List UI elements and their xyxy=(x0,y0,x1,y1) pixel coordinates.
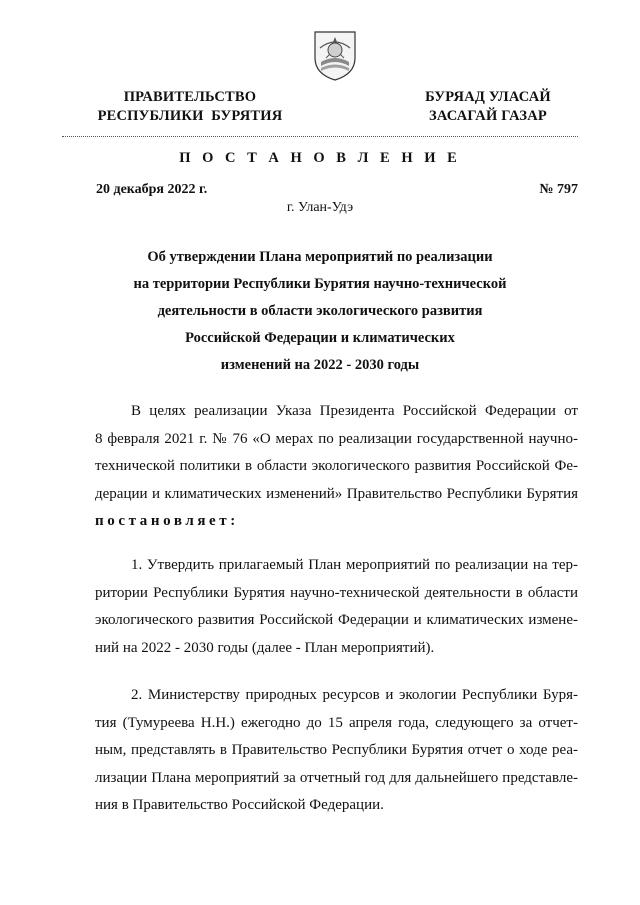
title-line: Об утверждении Плана мероприятий по реализации xyxy=(147,249,493,265)
paragraph-line: 8 февраля 2021 г. № 76 «О мерах по реализации государственной научно- xyxy=(95,430,578,447)
paragraph-line: В целях реализации Указа Президента Российской Федерации от xyxy=(131,403,578,419)
title-line: изменений на 2022 - 2030 годы xyxy=(220,357,420,373)
item-2-paragraph xyxy=(95,682,578,820)
paragraph-line: ния в Правительство Российской Федерации. xyxy=(95,797,384,813)
document-date: 20 декабря 2022 г. xyxy=(96,182,208,197)
organization-name-bua xyxy=(388,88,588,126)
paragraph-line: ритории Республики Бурятия научно-технической деятельности в области xyxy=(95,584,578,601)
paragraph-line: ным, представлять в Правительство Республики Бурятия отчет о ходе реа- xyxy=(95,742,578,758)
paragraph-line: 1. Утвердить прилагаемый План мероприятий по реализации на тер- xyxy=(131,557,578,573)
paragraph-line: технической политики в области экологического развития Российской Фе- xyxy=(95,458,578,474)
org-line: РЕСПУБЛИКИ БУРЯТИЯ xyxy=(97,108,283,124)
paragraph-line: ний на 2022 - 2030 годы (далее - План мероприятий). xyxy=(95,639,435,656)
document-city: г. Улан-Удэ xyxy=(286,200,354,215)
org-line: ПРАВИТЕЛЬСТВО xyxy=(123,89,257,105)
paragraph-line: лизации Плана мероприятий за отчетный год для дальнейшего представле- xyxy=(95,769,578,786)
org-line: ЗАСАГАЙ ГАЗАР xyxy=(429,108,547,124)
paragraph-line: 2. Министерству природных ресурсов и экологии Республики Буря- xyxy=(131,687,578,703)
intro-paragraph xyxy=(95,398,578,536)
document-number: № 797 xyxy=(539,182,578,197)
document-title xyxy=(70,244,570,379)
org-line: БУРЯАД УЛАСАЙ xyxy=(425,89,551,105)
item-1-paragraph xyxy=(95,552,578,662)
title-line: на территории Республики Бурятия научно-технической xyxy=(133,276,507,292)
paragraph-line: экологического развития Российской Федерации и климатических измене- xyxy=(95,612,578,628)
organization-name-ru xyxy=(60,88,320,126)
title-line: деятельности в области экологического развития xyxy=(157,303,483,319)
title-line: Российской Федерации и климатических xyxy=(185,330,455,346)
paragraph-line: дерации и климатических изменений» Правительство Республики Бурятия xyxy=(95,485,578,502)
coat-of-arms-icon xyxy=(312,28,358,82)
header-divider xyxy=(62,136,578,137)
document-type: П О С Т А Н О В Л Е Н И Е xyxy=(179,150,461,166)
resolves-clause: постановляет: xyxy=(95,513,239,529)
paragraph-line: тия (Тумуреева Н.Н.) ежегодно до 15 апреля года, следующего за отчет- xyxy=(95,714,578,731)
